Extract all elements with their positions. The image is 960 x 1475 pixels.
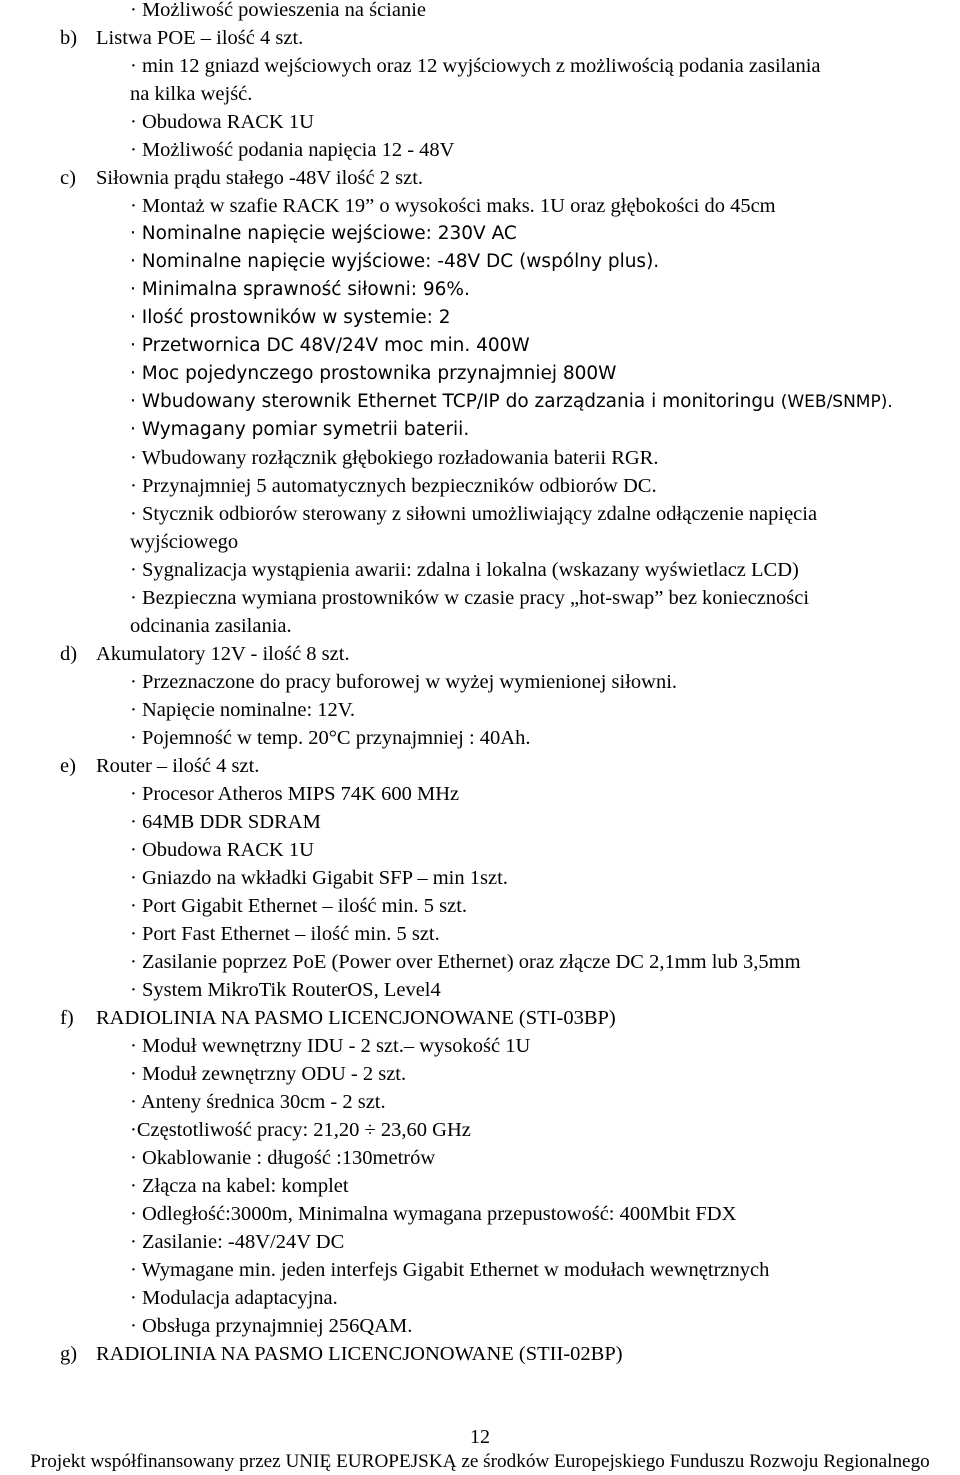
text-line: · Możliwość podania napięcia 12 - 48V: [130, 139, 455, 161]
text-line: · Minimalna sprawność siłowni: 96%.: [130, 279, 470, 300]
text-line: · Stycznik odbiorów sterowany z siłowni umożliwiający zdalne odłączenie napięcia: [130, 503, 818, 525]
text-line: · Obsługa przynajmniej 256QAM.: [130, 1315, 413, 1337]
text-line: na kilka wejść.: [130, 83, 253, 105]
section-letter: f): [60, 1007, 74, 1029]
text-line: · Wbudowany rozłącznik głębokiego rozładowania baterii RGR.: [130, 447, 659, 469]
section-heading-d: [60, 640, 350, 668]
section-heading-text: Akumulatory 12V - ilość 8 szt.: [96, 643, 350, 665]
text-segment: · Wbudowany sterownik Ethernet TCP/IP do zarządzania i monitoringu: [130, 391, 781, 412]
text-line: odcinania zasilania.: [130, 615, 292, 637]
section-heading-b: [60, 24, 303, 52]
text-line: · Port Gigabit Ethernet – ilość min. 5 szt.: [130, 895, 468, 917]
text-line: wyjściowego: [130, 531, 239, 553]
section-heading-e: [60, 752, 259, 780]
text-line: · System MikroTik RouterOS, Level4: [130, 979, 441, 1001]
text-line: · Gniazdo na wkładki Gigabit SFP – min 1szt.: [130, 867, 508, 889]
text-line: · Wymagany pomiar symetrii baterii.: [130, 419, 470, 440]
section-heading-text: RADIOLINIA NA PASMO LICENCJONOWANE (STI-03BP): [96, 1007, 616, 1029]
text-line: · Obudowa RACK 1U: [130, 839, 314, 861]
text-line: · Nominalne napięcie wejściowe: 230V AC: [130, 223, 517, 244]
section-heading-text: Listwa POE – ilość 4 szt.: [96, 27, 304, 49]
text-line: · Napięcie nominalne: 12V.: [130, 699, 356, 721]
section-heading-text: Router – ilość 4 szt.: [96, 755, 260, 777]
text-line: [130, 388, 893, 416]
text-segment-small: (WEB/SNMP).: [780, 392, 893, 412]
section-letter: g): [60, 1343, 78, 1365]
text-line: · Sygnalizacja wystąpienia awarii: zdalna i lokalna (wskazany wyświetlacz LCD): [130, 559, 799, 581]
text-line: · Anteny średnica 30cm - 2 szt.: [130, 1091, 386, 1113]
text-line: · Złącza na kabel: komplet: [130, 1175, 349, 1197]
text-line: · Przynajmniej 5 automatycznych bezpieczników odbiorów DC.: [130, 475, 657, 497]
text-line: · Przeznaczone do pracy buforowej w wyżej wymienionej siłowni.: [130, 671, 678, 693]
text-line: · Montaż w szafie RACK 19” o wysokości maks. 1U oraz głębokości do 45cm: [130, 195, 776, 217]
text-line: · 64MB DDR SDRAM: [130, 811, 321, 833]
text-line: · Nominalne napięcie wyjściowe: -48V DC (wspólny plus).: [130, 251, 660, 272]
text-line: · min 12 gniazd wejściowych oraz 12 wyjściowych z możliwością podania zasilania: [130, 55, 821, 77]
text-line: · Moduł zewnętrzny ODU - 2 szt.: [130, 1063, 407, 1085]
text-line: · Procesor Atheros MIPS 74K 600 MHz: [130, 783, 460, 805]
text-line: · Przetwornica DC 48V/24V moc min. 400W: [130, 335, 530, 356]
section-heading-g: [60, 1340, 623, 1368]
section-heading-text: Siłownia prądu stałego -48V ilość 2 szt.: [96, 167, 424, 189]
text-line: · Modulacja adaptacyjna.: [130, 1287, 338, 1309]
section-letter: e): [60, 755, 76, 777]
text-line: · Okablowanie : długość :130metrów: [130, 1147, 436, 1169]
section-heading-f: [60, 1004, 616, 1032]
section-letter: d): [60, 643, 78, 665]
text-line: · Zasilanie: -48V/24V DC: [130, 1231, 345, 1253]
text-line: · Moduł wewnętrzny IDU - 2 szt.– wysokość 1U: [130, 1035, 531, 1057]
page-number: 12: [470, 1426, 490, 1448]
text-line: · Możliwość powieszenia na ścianie: [130, 0, 427, 21]
text-line: · Ilość prostowników w systemie: 2: [130, 307, 451, 328]
text-line: · Odległość:3000m, Minimalna wymagana przepustowość: 400Mbit FDX: [130, 1203, 737, 1225]
section-letter: c): [60, 167, 76, 189]
section-heading-text: RADIOLINIA NA PASMO LICENCJONOWANE (STII-02BP): [96, 1343, 623, 1365]
text-line: · Zasilanie poprzez PoE (Power over Ethernet) oraz złącze DC 2,1mm lub 3,5mm: [130, 951, 801, 973]
text-line: ·Częstotliwość pracy: 21,20 ÷ 23,60 GHz: [130, 1119, 471, 1141]
text-line: · Port Fast Ethernet – ilość min. 5 szt.: [130, 923, 440, 945]
text-line: · Wymagane min. jeden interfejs Gigabit Ethernet w modułach wewnętrznych: [130, 1259, 770, 1281]
text-line: · Pojemność w temp. 20°C przynajmniej : 40Ah.: [130, 727, 531, 749]
page-footer: Projekt współfinansowany przez UNIĘ EUROPEJSKĄ ze środków Europejskiego Funduszu Rozwoju Regionalnego: [30, 1451, 930, 1472]
text-line: · Obudowa RACK 1U: [130, 111, 314, 133]
text-line: · Bezpieczna wymiana prostowników w czasie pracy „hot-swap” bez konieczności: [130, 587, 810, 609]
text-line: · Moc pojedynczego prostownika przynajmniej 800W: [130, 363, 617, 384]
section-heading-c: [60, 164, 423, 192]
section-letter: b): [60, 27, 78, 49]
